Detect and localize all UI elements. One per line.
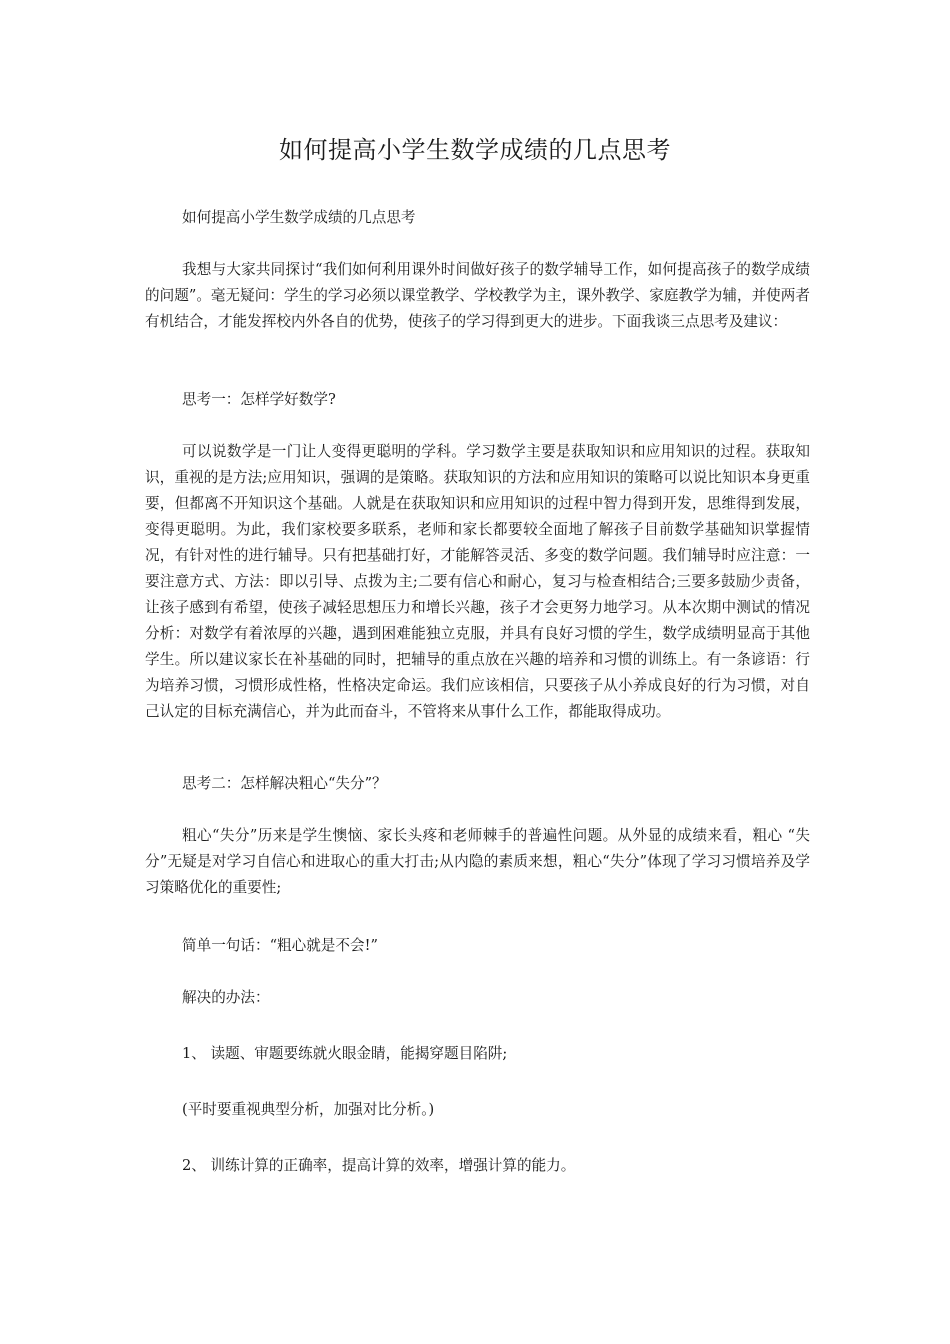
intro-paragraph: 我想与大家共同探讨“我们如何利用课外时间做好孩子的数学辅导工作，如何提高孩子的数学成绩的问题”。毫无疑问：学生的学习必须以课堂教学、学校教学为主，课外教学、家庭教学为辅，并使两者有机结合，才能发挥校内外各自的优势，使孩子的学习得到更大的进步。下面我谈三点思考及建议： bbox=[145, 261, 810, 330]
section-heading-two: 思考二：怎样解决粗心“失分”？ bbox=[182, 775, 387, 792]
solution-item-1: 1、 读题、审题要练就火眼金睛，能揭穿题目陷阱; bbox=[182, 1045, 508, 1062]
solutions-label: 解决的办法： bbox=[182, 989, 270, 1006]
solution-item-2: 2、 训练计算的正确率，提高计算的效率，增强计算的能力。 bbox=[182, 1157, 576, 1174]
section-two-body: 粗心“失分”历来是学生懊恼、家长头疼和老师棘手的普遍性问题。从外显的成绩来看，粗心 “失分”无疑是对学习自信心和进取心的重大打击;从内隐的素质来想，粗心“失分”体现了学习习惯培养及学习策略优化的重要性; bbox=[145, 827, 810, 896]
subtitle-paragraph: 如何提高小学生数学成绩的几点思考 bbox=[182, 209, 416, 226]
document-title: 如何提高小学生数学成绩的几点思考 bbox=[279, 136, 671, 164]
solution-item-1-note: (平时要重视典型分析，加强对比分析。) bbox=[182, 1101, 435, 1118]
section-one-body: 可以说数学是一门让人变得更聪明的学科。学习数学主要是获取知识和应用知识的过程。获取知识，重视的是方法;应用知识，强调的是策略。获取知识的方法和应用知识的策略可以说比知识本身更重要，但都离不开知识这个基础。人就是在获取知识和应用知识的过程中智力得到开发，思维得到发展，变得更聪明。为此，我们家校要多联系，老师和家长都要较全面地了解孩子目前数学基础知识掌握情况，有针对性的进行辅导。只有把基础打好，才能解答灵活、多变的数学问题。我们辅导时应注意：一要注意方式、方法：即以引导、点拨为主;二要有信心和耐心，复习与检查相结合;三要多鼓励少责备，让孩子感到有希望，使孩子减轻思想压力和增长兴趣，孩子才会更努力地学习。从本次期中测试的情况分析：对数学有着浓厚的兴趣，遇到困难能独立克服，并具有良好习惯的学生，数学成绩明显高于其他学生。所以建议家长在补基础的同时，把辅导的重点放在兴趣的培养和习惯的训练上。有一条谚语：行为培养习惯，习惯形成性格，性格决定命运。我们应该相信，只要孩子从小养成良好的行为习惯，对自己认定的目标充满信心，并为此而奋斗，不管将来从事什么工作，都能取得成功。 bbox=[145, 443, 810, 720]
summary-sentence: 简单一句话：“粗心就是不会!” bbox=[182, 937, 378, 954]
section-heading-one: 思考一：怎样学好数学? bbox=[182, 391, 336, 408]
